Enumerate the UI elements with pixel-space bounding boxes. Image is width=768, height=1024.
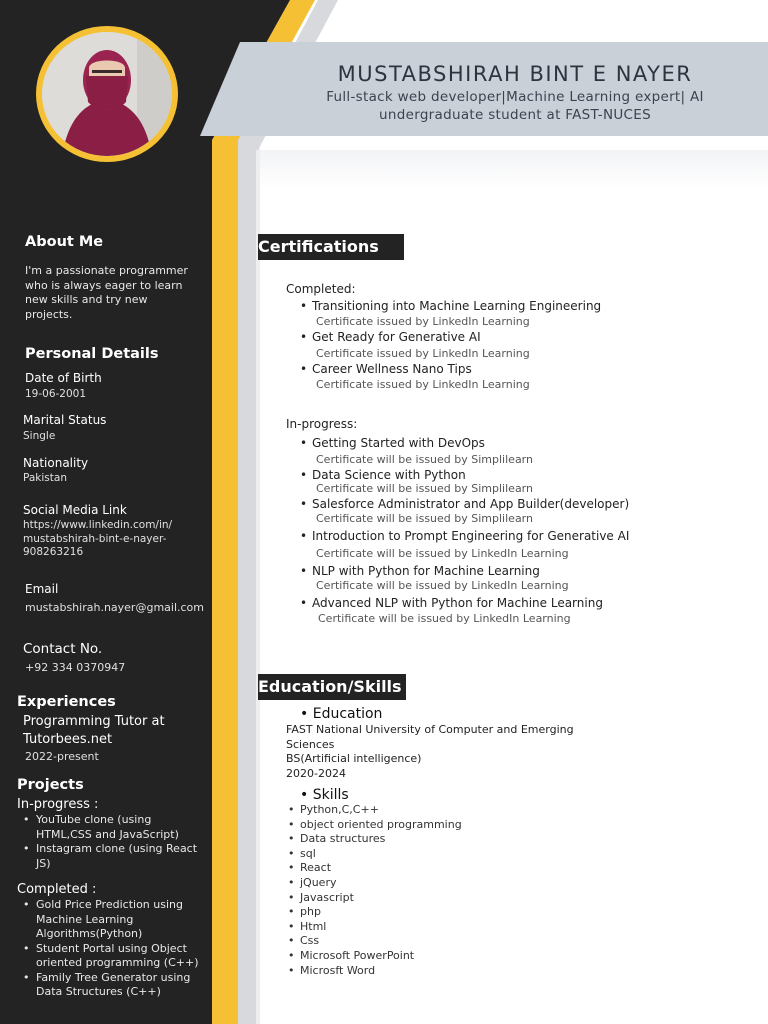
cert-title: • Get Ready for Generative AI [312, 330, 481, 344]
edu-subheading: • Education [300, 706, 383, 722]
edu-subheading-text: Education [312, 706, 383, 722]
social-link[interactable]: https://www.linkedin.com/in/mustabshirah-bint-e-nayer-908263216 [23, 519, 173, 558]
social-label: Social Media Link [23, 503, 127, 517]
page-subtitle: Full-stack web developer|Machine Learning expert| AI undergraduate student at FAST-NUCES [326, 89, 704, 123]
email-value[interactable]: mustabshirah.nayer@gmail.com [25, 601, 204, 614]
cert-issuer: Certificate will be issued by LinkedIn Learning [318, 612, 571, 625]
page-title: MUSTABSHIRAH BINT E NAYER [337, 62, 693, 86]
list-item: • Microsft Word [288, 964, 588, 979]
cert-completed-label: Completed: [286, 282, 356, 296]
list-item: • Python,C,C++ [288, 803, 588, 818]
list-item: • Html [288, 920, 588, 935]
projects-completed-label: Completed : [17, 882, 97, 897]
about-heading: About Me [25, 234, 104, 250]
skills-subheading-text: Skills [312, 787, 349, 803]
nationality-label: Nationality [23, 456, 89, 470]
cert-title: • NLP with Python for Machine Learning [312, 564, 540, 578]
list-item: • Microsoft PowerPoint [288, 949, 588, 964]
dob-label: Date of Birth [25, 371, 102, 385]
personal-heading: Personal Details [25, 346, 159, 362]
list-item: • Gold Price Prediction using Machine Learning Algorithms(Python) [16, 898, 201, 942]
marital-label: Marital Status [23, 413, 107, 427]
projects-inprogress-label: In-progress : [17, 797, 99, 812]
list-item: • jQuery [288, 876, 588, 891]
cert-issuer: Certificate issued by LinkedIn Learning [316, 315, 530, 328]
cert-title: • Advanced NLP with Python for Machine Learning [312, 596, 603, 610]
list-item: • php [288, 905, 588, 920]
dob-value: 19-06-2001 [25, 388, 87, 400]
experience-period: 2022-present [25, 750, 99, 763]
degree: BS(Artificial intelligence) [286, 752, 422, 765]
email-label: Email [25, 582, 59, 596]
cert-issuer: Certificate will be issued by Simplilearn [316, 482, 533, 495]
list-item: • Css [288, 934, 588, 949]
projects-inprogress-list [16, 813, 201, 871]
avatar-portrait-icon [42, 32, 172, 156]
marital-value: Single [23, 430, 56, 442]
contact-label: Contact No. [23, 641, 103, 657]
nationality-value: Pakistan [23, 472, 67, 484]
projects-heading: Projects [17, 777, 84, 793]
list-item: • Student Portal using Object oriented programming (C++) [16, 942, 201, 971]
about-text: I'm a passionate programmer who is always eager to learn new skills and try new projects. [25, 264, 188, 321]
cert-issuer: Certificate will be issued by LinkedIn Learning [316, 547, 569, 560]
contact-value: +92 334 0370947 [25, 661, 126, 674]
avatar [42, 32, 172, 156]
list-item: • Data structures [288, 832, 588, 847]
cert-inprogress-label: In-progress: [286, 417, 358, 431]
list-item: • React [288, 861, 588, 876]
experience-role: Programming Tutor at Tutorbees.net [23, 714, 165, 747]
cert-issuer: Certificate issued by LinkedIn Learning [316, 378, 530, 391]
cert-title: • Getting Started with DevOps [312, 436, 485, 450]
list-item: • YouTube clone (using HTML,CSS and JavaScript) [16, 813, 201, 842]
university: FAST National University of Computer and Emerging Sciences [286, 723, 574, 751]
cert-issuer: Certificate will be issued by Simplilearn [316, 453, 533, 466]
header-shadow [260, 150, 768, 190]
cert-issuer: Certificate will be issued by Simplilearn [316, 512, 533, 525]
list-item: • Javascript [288, 891, 588, 906]
experiences-heading: Experiences [17, 694, 116, 710]
list-item: • Family Tree Generator using Data Structures (C++) [16, 971, 201, 1000]
cert-issuer: Certificate issued by LinkedIn Learning [316, 347, 530, 360]
cert-title: • Salesforce Administrator and App Builder(developer) [312, 497, 629, 511]
cert-title: • Career Wellness Nano Tips [312, 362, 472, 376]
cert-title: • Transitioning into Machine Learning Engineering [312, 299, 601, 313]
list-item: • sql [288, 847, 588, 862]
cert-title: • Introduction to Prompt Engineering for Generative AI [312, 529, 629, 543]
list-item: • Instagram clone (using React JS) [16, 842, 201, 871]
skills-subheading: • Skills [300, 787, 349, 803]
years: 2020-2024 [286, 767, 346, 780]
cert-title: • Data Science with Python [312, 468, 466, 482]
list-item: • object oriented programming [288, 818, 588, 833]
cert-issuer: Certificate will be issued by LinkedIn Learning [316, 579, 569, 592]
education-heading: Education/Skills [258, 674, 406, 700]
projects-completed-list [16, 898, 201, 1000]
certifications-heading: Certifications [258, 234, 404, 260]
skills-list [288, 803, 588, 978]
